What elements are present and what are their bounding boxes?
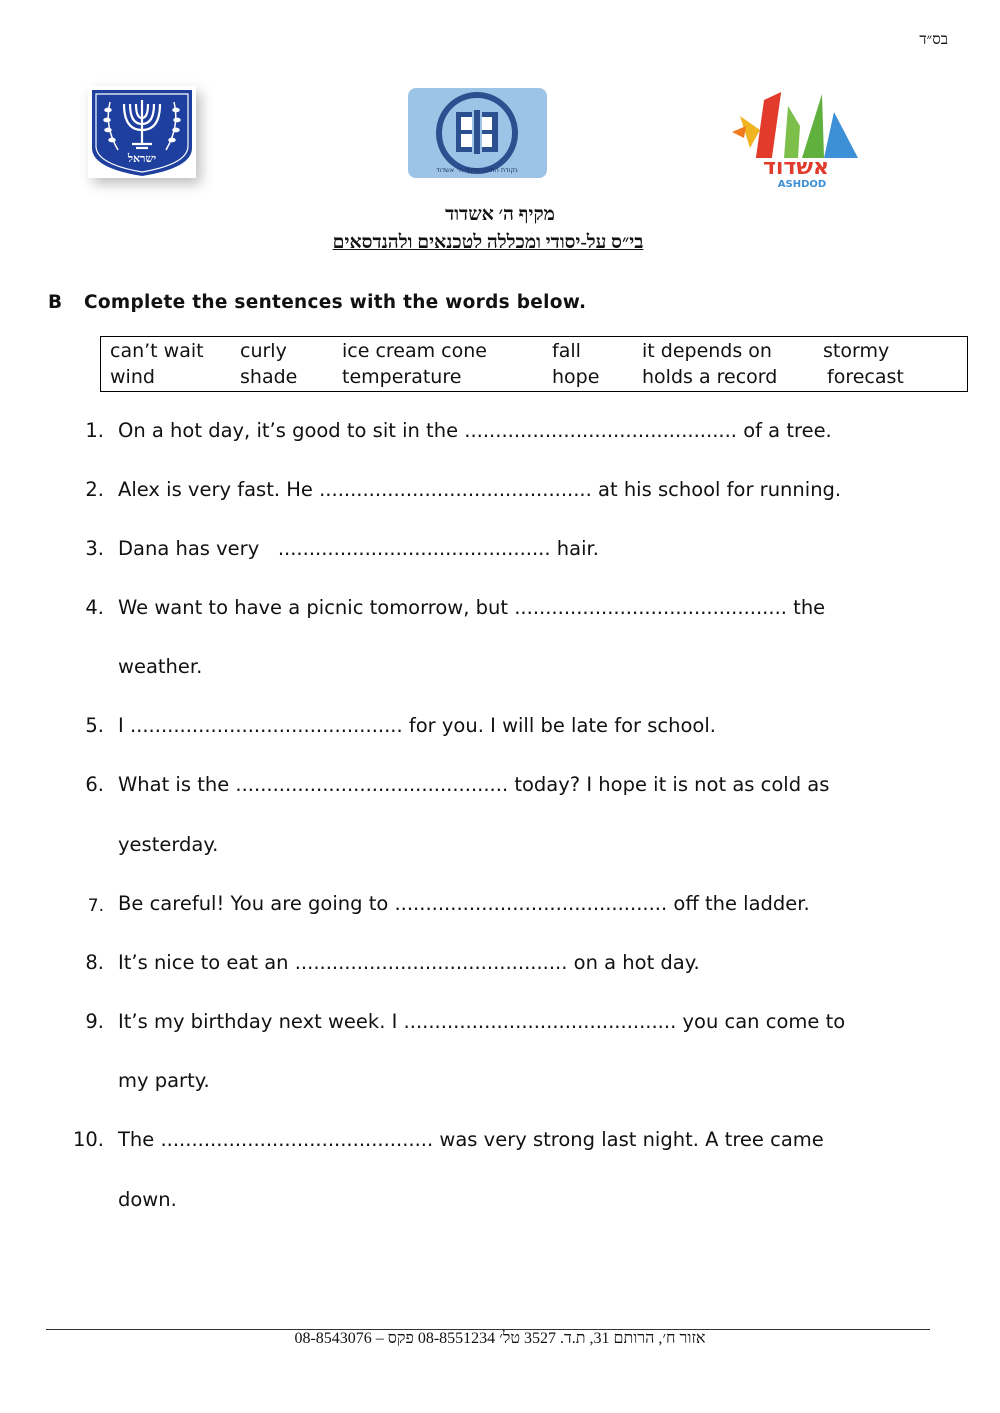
school-subtitle: בי״ס על-יסודי ומכללה לטכנאים ולהנדסאים [332,232,644,253]
word-bank-item: hope [552,366,600,388]
question-number: 5. [85,714,104,737]
word-bank-item: holds a record [642,366,778,388]
word-bank-item: fall [552,340,581,362]
question-text-continued: my party. [118,1069,210,1092]
state-emblem-logo [88,86,196,178]
school-logo-label: נקודת התיכון מקיף ה׳ אשדוד [436,166,518,174]
word-bank-item: can’t wait [110,340,204,362]
school-logo [408,88,547,178]
word-bank-item: forecast [827,366,904,388]
state-emblem-label: ישראל [127,153,157,165]
question-number: 7. [87,896,104,916]
word-bank-item: wind [110,366,155,388]
ashdod-city-logo [726,86,864,190]
question-number: 9. [85,1010,104,1033]
question-text: What is the ............................................ today? I hope it is not as cold as [118,773,830,796]
question-text: It’s nice to eat an ............................................ on a hot day. [118,951,700,974]
question-text-continued: yesterday. [118,833,219,856]
bsd-mark: בס״ד [919,32,948,48]
question-text: On a hot day, it’s good to sit in the ............................................ of a tree. [118,419,832,442]
word-bank-item: shade [240,366,298,388]
ashdod-hebrew-label: אשדוד [762,155,830,180]
question-text: Be careful! You are going to ............................................ off the ladder. [118,892,810,915]
word-bank [100,336,968,392]
question-text: Dana has very ............................................ hair. [118,537,599,560]
question-number: 2. [85,478,104,501]
question-number: 8. [85,951,104,974]
ashdod-english-label: ASHDOD [777,179,827,190]
menorah-icon [88,86,196,178]
word-bank-item: it depends on [642,340,772,362]
word-bank-item: temperature [342,366,462,388]
question-text: It’s my birthday next week. I ............................................ you can come to [118,1010,846,1033]
section-letter: B [48,292,63,313]
question-text: We want to have a picnic tomorrow, but ............................................ the [118,596,826,619]
question-number: 10. [72,1128,104,1151]
question-text: Alex is very fast. He ............................................ at his school for running. [118,478,842,501]
question-text: I ............................................ for you. I will be late for school. [118,714,716,737]
question-number: 6. [85,773,104,796]
question-text-continued: weather. [118,655,203,678]
school-name: מקיף ה׳ אשדוד [445,204,555,225]
question-number: 4. [85,596,104,619]
question-number: 3. [85,537,104,560]
footer-address: אזור ח׳, הרותם 31, ת.ד. 3527 טל׳ 08-8551234 פקס – 08-8543076 [294,1330,706,1347]
question-text-continued: down. [118,1188,177,1211]
question-number: 1. [85,419,104,442]
word-bank-item: curly [240,340,287,362]
question-text: The ............................................ was very strong last night. A tree came [118,1128,824,1151]
word-bank-item: ice cream cone [342,340,487,362]
word-bank-item: stormy [823,340,890,362]
exercise-instruction: Complete the sentences with the words below. [84,292,587,313]
